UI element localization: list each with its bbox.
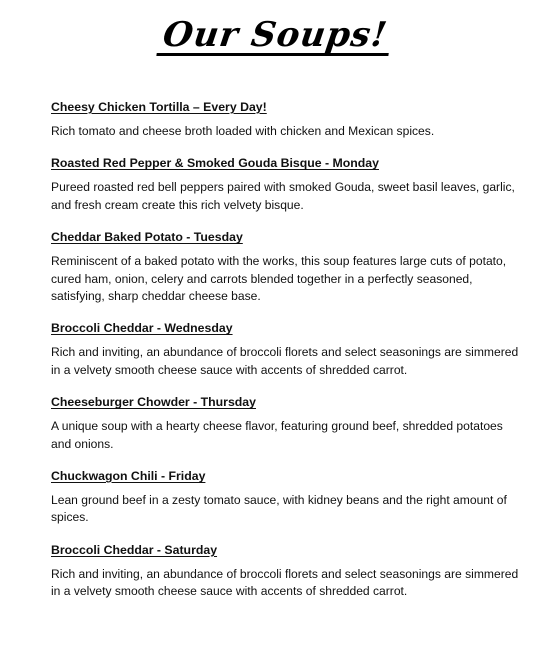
soup-description: Reminiscent of a baked potato with the works, this soup features large cuts of potato, cured ham, onion, celery and carrots blended together in a perfectly seasoned, satisfying, sharp cheddar cheese base. <box>51 254 507 304</box>
soup-item <box>51 320 521 379</box>
soup-name: Roasted Red Pepper & Smoked Gouda Bisque - Monday <box>51 156 379 171</box>
soup-item <box>51 542 521 601</box>
soup-name: Broccoli Cheddar - Saturday <box>51 542 218 557</box>
soup-description: Lean ground beef in a zesty tomato sauce, with kidney beans and the right amount of spices. <box>51 493 507 525</box>
title-wrap <box>0 15 549 56</box>
soup-name: Cheddar Baked Potato - Tuesday <box>51 230 243 245</box>
soup-name: Chuckwagon Chili - Friday <box>51 469 206 484</box>
soup-item <box>51 99 521 140</box>
soup-name: Cheesy Chicken Tortilla – Every Day! <box>51 100 267 114</box>
soup-list <box>51 99 521 616</box>
soup-description: A unique soup with a hearty cheese flavor, featuring ground beef, shredded potatoes and onions. <box>51 419 503 451</box>
soup-item <box>51 394 521 453</box>
soup-item <box>51 229 521 305</box>
soup-name: Broccoli Cheddar - Wednesday <box>51 321 233 336</box>
soup-item <box>51 155 521 214</box>
soup-description: Rich tomato and cheese broth loaded with chicken and Mexican spices. <box>51 124 435 138</box>
soup-description: Rich and inviting, an abundance of broccoli florets and select seasonings are simmered in a velvety smooth cheese sauce with accents of shredded carrot. <box>51 345 519 377</box>
soup-item <box>51 468 521 527</box>
soup-name: Cheeseburger Chowder - Thursday <box>51 395 256 410</box>
page-title: Our Soups! <box>156 18 393 56</box>
soup-description: Rich and inviting, an abundance of broccoli florets and select seasonings are simmered in a velvety smooth cheese sauce with accents of shredded carrot. <box>51 566 519 599</box>
soup-description: Pureed roasted red bell peppers paired with smoked Gouda, sweet basil leaves, garlic, and fresh cream create this rich velvety bisque. <box>51 180 515 212</box>
